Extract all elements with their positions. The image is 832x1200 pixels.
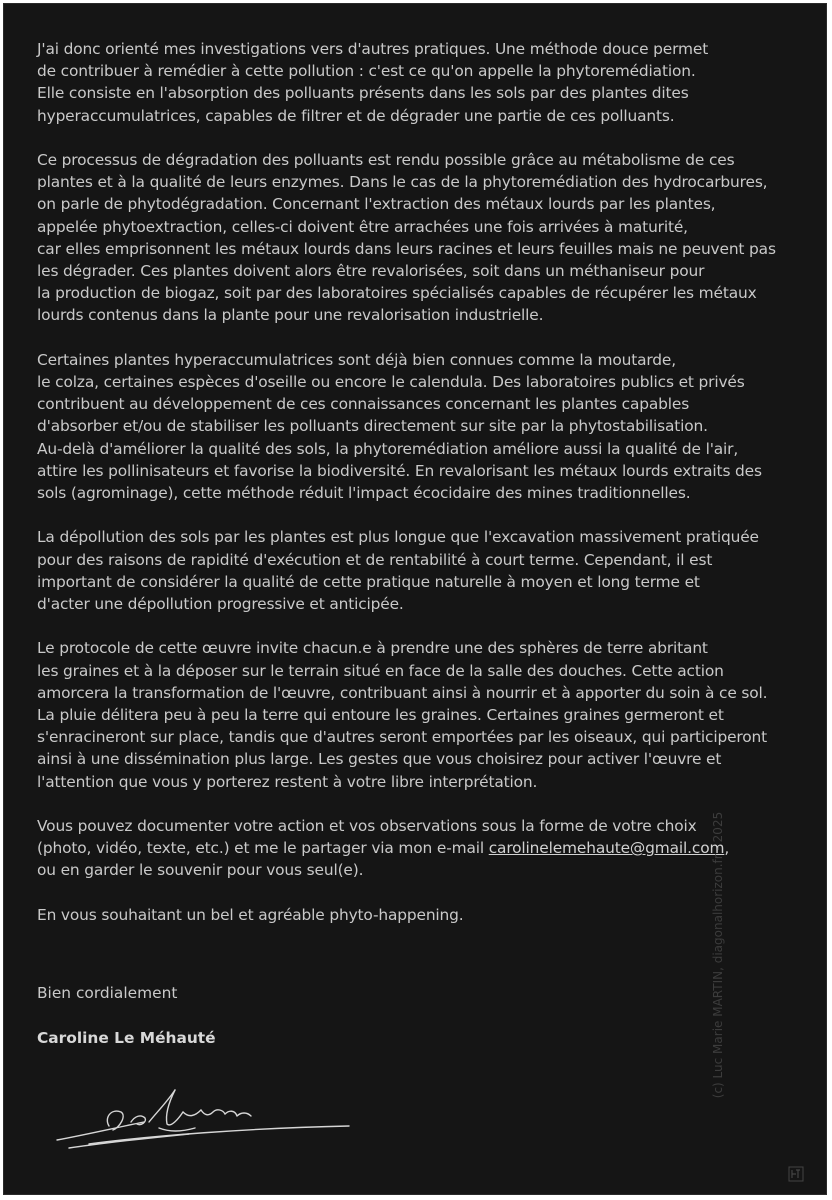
paragraph-line: attire les pollinisateurs et favorise la biodiversité. En revalorisant les métaux lourds extraits des [37,461,762,480]
paragraph-line: les dégrader. Ces plantes doivent alors être revalorisées, soit dans un méthaniseur pour [37,262,705,281]
paragraph-line: l'attention que vous y porterez restent à votre libre interprétation. [37,772,538,791]
documentation-line [37,837,797,859]
paragraph-line: plantes et à la qualité de leurs enzymes. Dans le cas de la phytoremédiation des hydrocarbures, [37,173,768,192]
paragraph-line: Ce processus de dégradation des polluants est rendu possible grâce au métabolisme de ces [37,151,735,169]
paragraph-line: La pluie délitera peu à peu la terre qui entoure les graines. Certaines graines germeront et [37,706,724,725]
paragraph-line: lourds contenus dans la plante pour une revalorisation industrielle. [37,306,544,325]
email-link[interactable]: carolinelemehaute@gmail.com [488,839,725,858]
paragraph-line: J'ai donc orienté mes investigations vers d'autres pratiques. Une méthode douce permet [37,40,709,58]
paragraph-line: La dépollution des sols par les plantes est plus longue que l'excavation massivement pratiquée [37,528,759,547]
paragraph-line: Le protocole de cette œuvre invite chacun.e à prendre une des sphères de terre abritant [37,639,708,658]
copyright-watermark: (c) Luc Marie MARTIN, diagonalhorizon.fr - 2025 [711,811,725,1099]
paragraph-line: de contribuer à remédier à cette pollution : c'est ce qu'on appelle la phytoremédiation. [37,62,696,81]
paragraph-line: d'acter une dépollution progressive et anticipée. [37,595,404,614]
paragraph-line: hyperaccumulatrices, capables de filtrer et de dégrader une partie de ces polluants. [37,106,675,125]
letter-paragraph [37,149,797,327]
paragraph-line: les graines et à la déposer sur le terrain situé en face de la salle des douches. Cette action [37,661,724,680]
letter-photo [3,3,827,1195]
wish-line: En vous souhaitant un bel et agréable phyto-happening. [37,905,464,924]
letter-paragraph [37,38,797,127]
paragraph-line: amorcera la transformation de l'œuvre, contribuant ainsi à nourrir et à apporter du soin à ce sol. [37,683,768,702]
paragraph-line: Certaines plantes hyperaccumulatrices sont déjà bien connues comme la moutarde, [37,350,676,369]
handwritten-signature [49,1082,359,1152]
documentation-line: Vous pouvez documenter votre action et vos observations sous la forme de votre choix [37,817,697,836]
documentation-text: , [724,839,730,858]
paragraph-line: s'enracineront sur place, tandis que d'autres seront emportées par les oiseaux, qui participeront [37,728,768,747]
paragraph-line: important de considérer la qualité de cette pratique naturelle à moyen et long terme et [37,572,700,591]
paragraph-line: Elle consiste en l'absorption des polluants présents dans les sols par des plantes dites [37,84,689,103]
wish-paragraph [37,904,797,926]
paragraph-line: la production de biogaz, soit par des laboratoires spécialisés capables de récupérer les métaux [37,284,757,303]
paragraph-line: le colza, certaines espèces d'oseille ou encore le calendula. Des laboratoires publics et privés [37,373,745,392]
letter-body [37,38,797,948]
paragraph-line: sols (agrominage), cette méthode réduit l'impact écocidaire des mines traditionnelles. [37,484,691,503]
paragraph-line: appelée phytoextraction, celles-ci doivent être arrachées une fois arrivées à maturité, [37,217,688,236]
paragraph-line: pour des raisons de rapidité d'exécution et de rentabilité à court terme. Cependant, il est [37,550,713,569]
closing-salutation: Bien cordialement [37,984,178,1002]
documentation-paragraph [37,815,797,882]
author-name: Caroline Le Méhauté [37,1029,216,1047]
paragraph-line: on parle de phytodégradation. Concernant l'extraction des métaux lourds par les plantes, [37,195,716,214]
letter-paragraphs [37,38,797,793]
paragraph-line: ainsi à une dissémination plus large. Les gestes que vous choisirez pour activer l'œuvre et [37,750,722,769]
paragraph-line: Au-delà d'améliorer la qualité des sols, la phytoremédiation améliore aussi la qualité de l'air, [37,439,739,458]
documentation-line: ou en garder le souvenir pour vous seul(e). [37,861,364,880]
paragraph-line: car elles emprisonnent les métaux lourds dans leurs racines et leurs feuilles mais ne peuvent pas [37,239,776,258]
documentation-text: (photo, vidéo, texte, etc.) et me le partager via mon e-mail [37,839,489,858]
photographer-logo-icon [788,1166,804,1182]
paragraph-line: contribuent au développement de ces connaissances concernant les plantes capables [37,395,690,414]
paragraph-line: d'absorber et/ou de stabiliser les polluants directement sur site par la phytostabilisation. [37,417,708,436]
letter-paragraph [37,526,797,615]
letter-paragraph [37,349,797,504]
letter-paragraph [37,637,797,792]
